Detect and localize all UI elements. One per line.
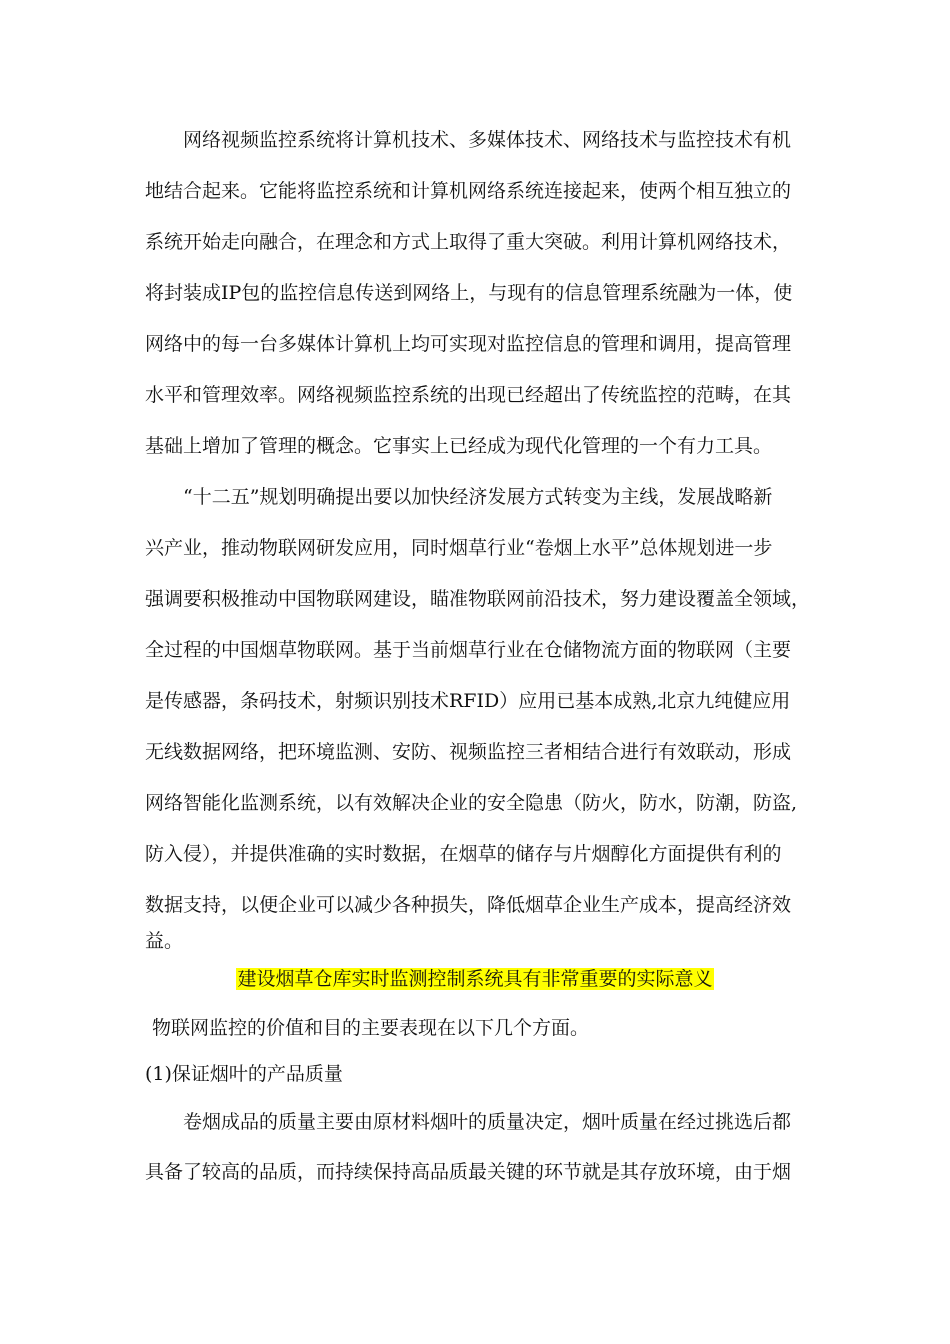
- section-heading: [0, 967, 950, 991]
- subsection-paragraph-line: 具备了较高的品质，而持续保持高品质最关键的环节就是其存放环境，由于烟: [145, 1161, 792, 1183]
- paragraph-1-line: 水平和管理效率。网络视频监控系统的出现已经超出了传统监控的范畴，在其: [145, 384, 792, 406]
- paragraph-2-line: 兴产业，推动物联网研发应用，同时烟草行业“卷烟上水平”总体规划进一步: [145, 537, 773, 559]
- paragraph-2-line: 网络智能化监测系统，以有效解决企业的安全隐患（防火，防水，防潮，防盗,: [145, 792, 798, 814]
- paragraph-1-line: 将封装成IP包的监控信息传送到网络上，与现有的信息管理系统融为一体，使: [145, 282, 793, 304]
- subsection-paragraph-line: 卷烟成品的质量主要由原材料烟叶的质量决定，烟叶质量在经过挑选后都: [183, 1111, 792, 1133]
- paragraph-2-line: 无线数据网络，把环境监测、安防、视频监控三者相结合进行有效联动，形成: [145, 741, 792, 763]
- paragraph-2-line: 全过程的中国烟草物联网。基于当前烟草行业在仓储物流方面的物联网（主要: [145, 639, 792, 661]
- paragraph-1-line: 网络视频监控系统将计算机技术、多媒体技术、网络技术与监控技术有机: [183, 129, 792, 151]
- paragraph-2-line: 是传感器，条码技术，射频识别技术RFID）应用已基本成熟,北京九纯健应用: [145, 690, 791, 712]
- paragraph-2-line: “十二五”规划明确提出要以加快经济发展方式转变为主线，发展战略新: [183, 486, 773, 508]
- section-heading-text: 建设烟草仓库实时监测控制系统具有非常重要的实际意义: [237, 968, 713, 990]
- subsection-title: (1)保证烟叶的产品质量: [145, 1063, 343, 1085]
- paragraph-2-line: 防入侵），并提供准确的实时数据，在烟草的储存与片烟醇化方面提供有利的: [145, 843, 782, 865]
- paragraph-1-line: 基础上增加了管理的概念。它事实上已经成为现代化管理的一个有力工具。: [145, 435, 773, 457]
- paragraph-2-line: 益。: [145, 930, 184, 952]
- paragraph-1-line: 地结合起来。它能将监控系统和计算机网络系统连接起来，使两个相互独立的: [145, 180, 792, 202]
- paragraph-1-line: 系统开始走向融合，在理念和方式上取得了重大突破。利用计算机网络技术，: [145, 231, 792, 253]
- paragraph-1-line: 网络中的每一台多媒体计算机上均可实现对监控信息的管理和调用，提高管理: [145, 333, 792, 355]
- section-intro: 物联网监控的价值和目的主要表现在以下几个方面。: [152, 1017, 590, 1039]
- paragraph-2-line: 数据支持，以便企业可以减少各种损失，降低烟草企业生产成本，提高经济效: [145, 894, 792, 916]
- paragraph-2-line: 强调要积极推动中国物联网建设，瞄准物联网前沿技术，努力建设覆盖全领域，: [145, 588, 811, 610]
